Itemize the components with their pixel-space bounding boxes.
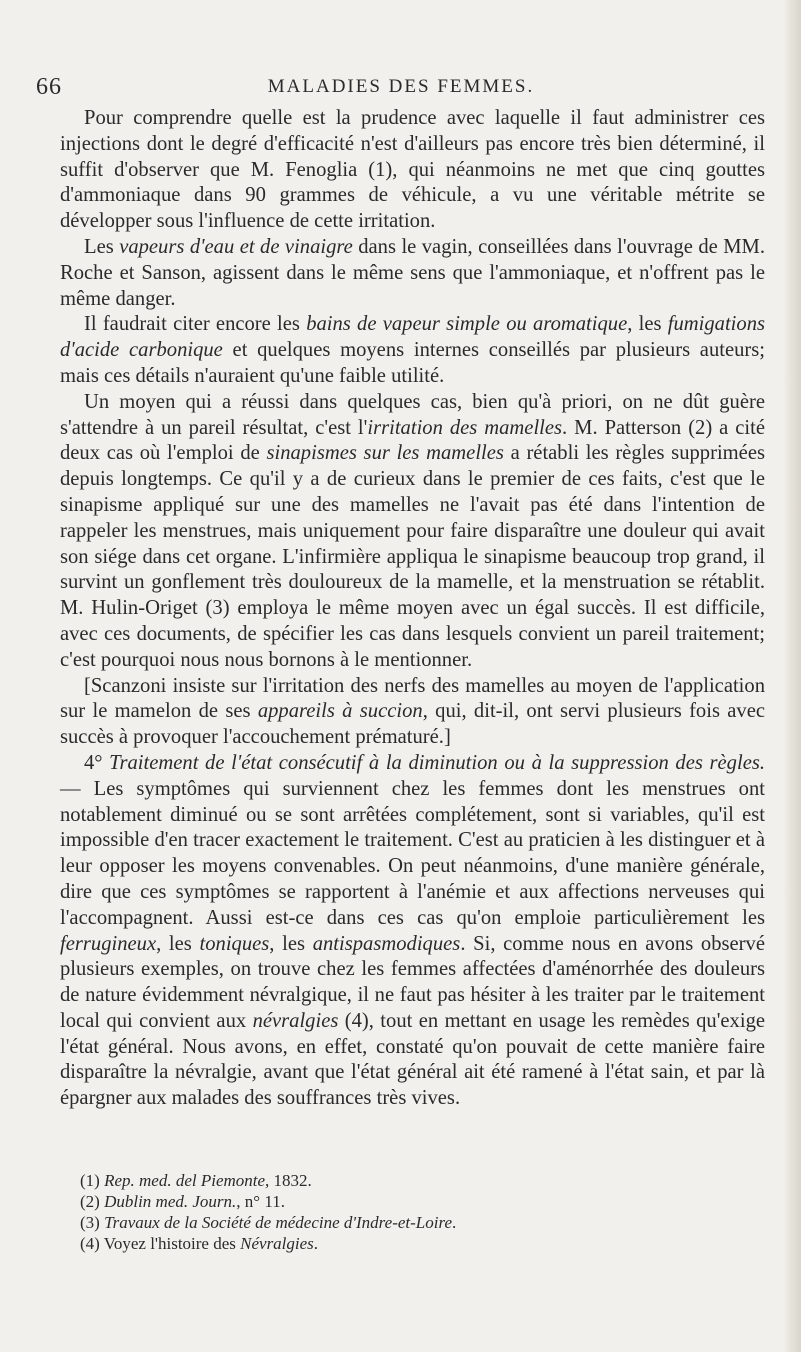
text-run: dans le vagin, conseillées dans l'ouvrage de MM. Roche et Sanson, agissent dans le même sens que l'ammoniaque, et n'offrent pas le même danger. <box>60 235 765 310</box>
italic-term: sinapismes sur les mamelles <box>266 442 504 465</box>
section-title: Traitement de l'état consécutif à la diminution ou à la suppression des règles. <box>109 751 765 774</box>
italic-term: ferrugineux <box>60 932 157 955</box>
text-run: (4), tout en mettant en usage les remèdes qu'exige l'état général. Nous avons, en effet, constaté qu'on pouvait de cette manière faire disparaître la névralgie, avant que l'état général ait été ramené à l'état sain, et par là épargner aux malades des souffrances très vives. <box>60 1009 765 1110</box>
italic-term: bains de vapeur simple ou aromatique <box>306 313 628 336</box>
text-run: et quelques moyens internes conseillés par plusieurs auteurs; mais ces détails n'auraient qu'une faible utilité. <box>60 339 766 387</box>
paragraph-scanzoni <box>60 674 765 751</box>
text-run: , les <box>269 932 313 955</box>
footnote-3 <box>80 1212 770 1233</box>
text-run: — Les symptômes qui surviennent chez les femmes dont les menstrues ont notablement diminué ou se sont arrêtées complétement, sont si variables, qu'il est impossible d'en tracer exactement le traitement. C'est au praticien à les distinguer et à leur opposer les moyens convenables. On peut néanmoins, d'une manière générale, dire que ces symptômes se rapportent à l'anémie et aux affections nerveuses qui l'accompagnent. Aussi est-ce dans ces cas qu'on emploie particulièrement les <box>60 777 765 929</box>
section-number: 4° <box>84 751 110 774</box>
italic-term: irritation des mamelles <box>367 416 563 439</box>
footnote-source: Rep. med. del Piemonte <box>104 1171 266 1190</box>
text-run: Les <box>84 235 120 258</box>
paragraph-vapeurs <box>60 235 765 312</box>
text-run: . <box>452 1213 457 1232</box>
text-run: , qui, dit-il, ont servi plusieurs fois avec succès à provoquer l'accouchement prématuré.] <box>60 700 765 749</box>
footnote-2 <box>80 1191 770 1212</box>
page-number: 66 <box>36 74 62 100</box>
page-edge-shadow <box>783 0 801 1352</box>
text-run: Pour comprendre quelle est la prudence avec laquelle il faut administrer ces injections dont le degré d'efficacité n'est d'ailleurs pas encore très bien déterminé, il suffit d'observer que M. Fenoglia (1), qui néanmoins ne met que cinq gouttes d'ammoniaque dans 90 grammes de véhicule, a vu une véritable métrite se développer sous l'influence de cette irritation. <box>60 107 765 233</box>
italic-term: appareils à succion <box>257 700 423 723</box>
italic-term: fumigations d'acide carbonique <box>60 313 766 362</box>
italic-term: vapeurs d'eau et de vinaigre <box>119 235 353 258</box>
footnotes <box>80 1170 770 1254</box>
text-run: , 1832. <box>265 1171 312 1190</box>
page-header <box>36 74 766 104</box>
paragraph-irritation-mamelles <box>60 390 765 674</box>
text-run: Un moyen qui a réussi dans quelques cas, bien qu'à priori, on ne dût guère s'attendre à un pareil résultat, c'est l' <box>60 390 765 439</box>
text-run: [Scanzoni insiste sur l'irritation des nerfs des mamelles au moyen de l'application sur le mamelon de ses <box>60 674 765 723</box>
paragraph-section-4 <box>60 751 765 1112</box>
text-run: , les <box>156 932 200 955</box>
text-run: , n° 11. <box>236 1192 285 1211</box>
text-run: . M. Patterson (2) a cité deux cas où l'emploi de <box>60 416 765 465</box>
text-run: . Si, comme nous en avons observé plusieurs exemples, on trouve chez les femmes affectées d'aménorrhée des douleurs de nature évidemment névralgique, il ne faut pas hésiter à les traiter par le traitement local qui convient aux <box>60 932 765 1032</box>
italic-term: antispasmodiques <box>312 932 461 955</box>
paragraph-injections <box>60 106 765 235</box>
running-title: MALADIES DES FEMMES. <box>267 76 535 97</box>
text-run: . <box>313 1234 319 1253</box>
footnote-mark: (1) <box>80 1171 105 1190</box>
footnote-1 <box>80 1170 770 1191</box>
footnote-mark: (2) <box>80 1192 105 1211</box>
footnote-mark: (4) <box>80 1234 104 1253</box>
text-run: Il faudrait citer encore les <box>84 313 307 336</box>
text-run: , les <box>627 313 668 336</box>
italic-term: toniques <box>199 932 270 955</box>
text-run: a rétabli les règles supprimées depuis longtemps. Ce qu'il y a de curieux dans le premier de ces faits, c'est que le sinapisme appliqué sur une des mamelles ne l'avait pas été dans l'intention de rappeler les menstrues, mais uniquement pour faire disparaître une douleur qui avait son siége dans cet organe. L'infirmière appliqua le sinapisme beaucoup trop grand, il survint un gonflement très douloureux de la mamelle, et la menstruation se rétablit. M. Hulin-Origet (3) employa le même moyen avec un égal succès. Il est difficile, avec ces documents, de spécifier les cas dans lesquels convient un pareil traitement; c'est pourquoi nous nous bornons à le mentionner. <box>60 442 765 671</box>
footnote-source: Dublin med. Journ. <box>104 1192 237 1211</box>
footnote-mark: (3) <box>80 1213 105 1232</box>
footnote-4 <box>80 1233 770 1254</box>
paragraph-bains <box>60 312 765 389</box>
footnote-source: Travaux de la Société de médecine d'Indre-et-Loire <box>104 1213 453 1232</box>
footnote-source: Névralgies <box>240 1234 314 1253</box>
body-text <box>60 106 765 1112</box>
text-run: Voyez l'histoire des <box>103 1234 241 1253</box>
italic-term: névralgies <box>252 1009 339 1032</box>
